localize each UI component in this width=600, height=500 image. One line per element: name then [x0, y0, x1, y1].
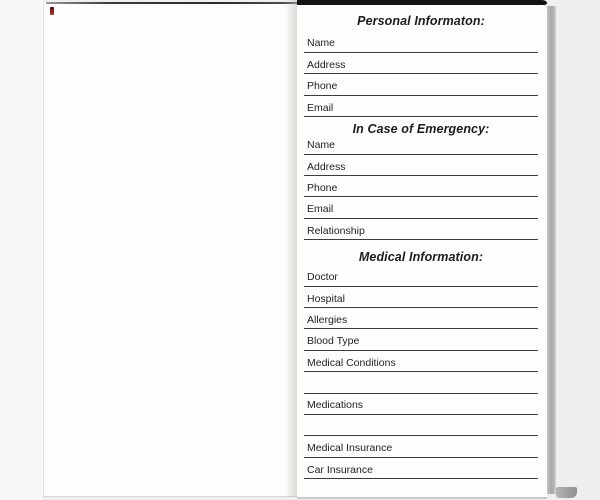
field-label-car-insurance: Car Insurance: [307, 463, 373, 476]
blank-continuation-line: [304, 415, 538, 436]
bottom-right-edge-smudge: [556, 487, 577, 498]
field-label-name: Name: [307, 37, 336, 50]
field-label-doctor: Doctor: [307, 271, 338, 284]
field-label-email: Email: [307, 101, 334, 114]
field-label-blood-type: Blood Type: [307, 335, 360, 348]
field-label-address: Address: [307, 160, 346, 173]
field-label-relationship: Relationship: [307, 224, 365, 237]
field-row-emergency-name: [304, 137, 538, 155]
field-label-phone: Phone: [307, 181, 338, 194]
section-title-medical-information: Medical Information:: [358, 250, 484, 265]
field-label-email: Email: [307, 203, 334, 216]
field-row-relationship: [304, 219, 538, 240]
field-label-medical-conditions: Medical Conditions: [307, 356, 396, 369]
personal-information-form: [297, 0, 547, 497]
left-blank-page: [43, 2, 298, 496]
field-row-address: [304, 53, 538, 74]
field-row-blood-type: [304, 329, 538, 350]
field-label-phone: Phone: [307, 80, 338, 93]
field-label-medical-insurance: Medical Insurance: [307, 442, 393, 455]
field-row-doctor: [304, 265, 538, 286]
scanner-background-left: [0, 0, 43, 500]
field-label-blank: [304, 390, 307, 393]
section-title-emergency: In Case of Emergency:: [352, 122, 490, 137]
blank-continuation-line: [304, 372, 538, 393]
field-label-blank: [304, 432, 307, 435]
field-row-medications: [304, 394, 538, 415]
field-label-medications: Medications: [307, 399, 364, 412]
field-row-medical-insurance: [304, 436, 538, 457]
field-row-email: [304, 96, 538, 117]
right-form-page: [297, 0, 547, 497]
section-title-personal-information: Personal Informaton:: [357, 14, 485, 28]
page-right-edge: [547, 6, 556, 494]
field-row-allergies: [304, 308, 538, 329]
field-label-hospital: Hospital: [307, 292, 345, 305]
field-row-hospital: [304, 287, 538, 308]
field-row-emergency-email: [304, 197, 538, 218]
red-ink-mark: [50, 7, 54, 15]
field-row-emergency-phone: [304, 176, 538, 197]
field-row-phone: [304, 74, 538, 95]
field-row-name: [304, 32, 538, 53]
field-row-car-insurance: [304, 458, 538, 479]
field-label-name: Name: [307, 139, 336, 152]
field-row-medical-conditions: [304, 351, 538, 372]
field-row-emergency-address: [304, 155, 538, 176]
field-label-allergies: Allergies: [307, 313, 348, 326]
field-label-address: Address: [307, 58, 346, 71]
